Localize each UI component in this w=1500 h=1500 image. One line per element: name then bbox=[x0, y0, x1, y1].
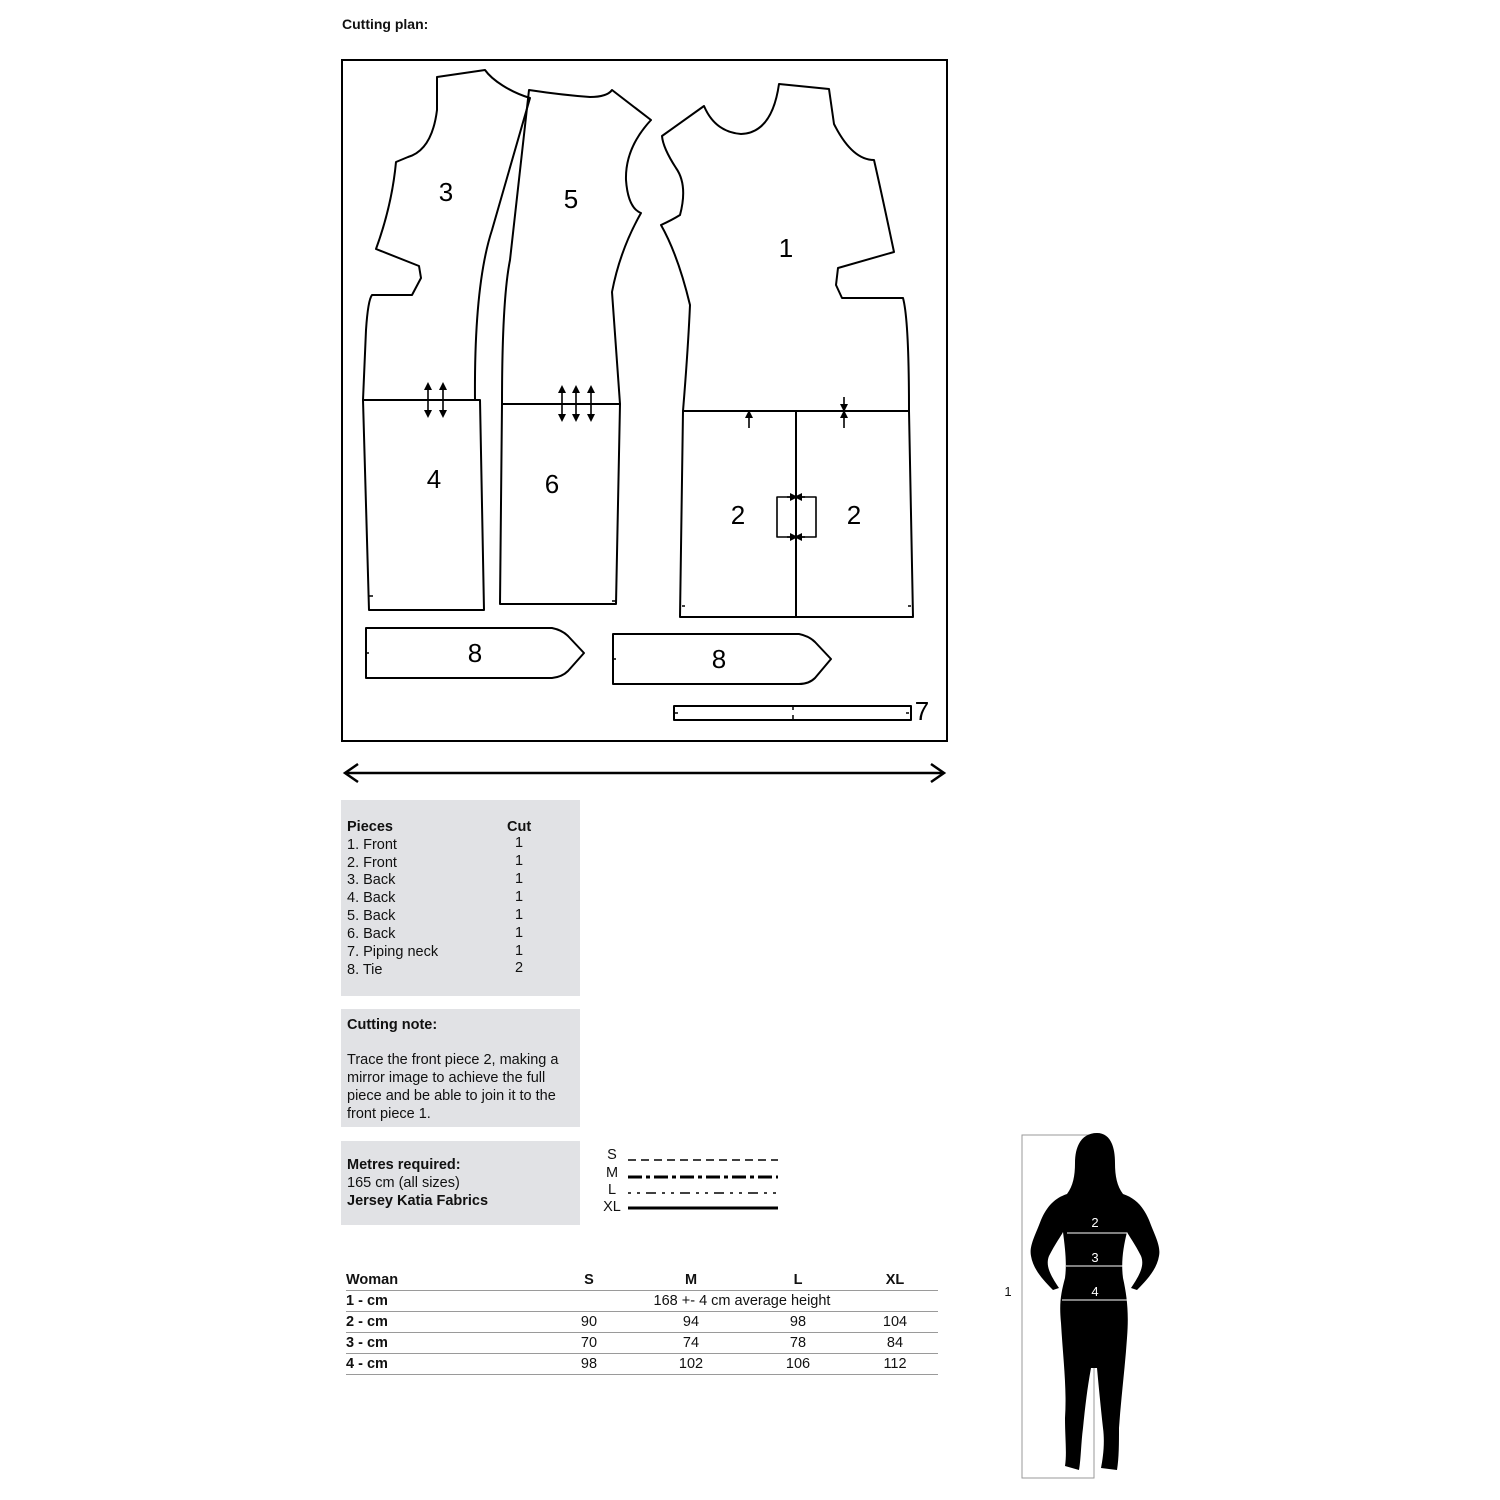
piece-number-6: 6 bbox=[544, 469, 560, 499]
piece-name: 4. Back bbox=[347, 890, 396, 906]
piece-row bbox=[347, 854, 580, 872]
table-row bbox=[346, 1291, 938, 1312]
piece-row bbox=[347, 943, 580, 961]
header-xl: XL bbox=[885, 1272, 905, 1288]
size-line-legend bbox=[620, 1150, 785, 1215]
piece-number-1: 1 bbox=[778, 233, 794, 263]
piece-cut: 1 bbox=[514, 889, 524, 905]
row-label: 4 - cm bbox=[346, 1356, 388, 1372]
piece-cut: 1 bbox=[514, 943, 524, 959]
cell: 112 bbox=[883, 1356, 907, 1372]
legend-label-xl: XL bbox=[603, 1199, 621, 1215]
piece-number-8a: 8 bbox=[467, 638, 483, 668]
legend-label-l: L bbox=[607, 1182, 617, 1198]
header-s: S bbox=[584, 1272, 594, 1288]
cell: 98 bbox=[789, 1314, 807, 1330]
figure-label-waist: 3 bbox=[1091, 1250, 1099, 1265]
cutting-note-heading: Cutting note: bbox=[347, 1017, 438, 1033]
figure-label-bust: 2 bbox=[1091, 1215, 1099, 1230]
piece-name: 1. Front bbox=[347, 837, 397, 853]
woman-silhouette-figure bbox=[1015, 1128, 1175, 1488]
cell: 78 bbox=[789, 1335, 807, 1351]
piece-name: 6. Back bbox=[347, 926, 396, 942]
piece-number-5: 5 bbox=[563, 184, 579, 214]
piece-name: 7. Piping neck bbox=[347, 944, 439, 960]
metres-required bbox=[341, 1141, 580, 1225]
piece-4-outline bbox=[363, 400, 484, 610]
piece-row bbox=[347, 907, 580, 925]
row-label: 1 - cm bbox=[346, 1293, 388, 1309]
cell: 90 bbox=[580, 1314, 598, 1330]
piece-cut: 2 bbox=[514, 960, 524, 976]
piece-name: 2. Front bbox=[347, 855, 397, 871]
piece-cut: 1 bbox=[514, 907, 524, 923]
legend-label-m: M bbox=[605, 1165, 619, 1181]
metres-amount: 165 cm (all sizes) bbox=[347, 1175, 460, 1191]
fabric-name: Jersey Katia Fabrics bbox=[347, 1193, 489, 1209]
fabric-width-arrow bbox=[345, 764, 944, 782]
page-title: Cutting plan: bbox=[342, 16, 429, 32]
piece-name: 8. Tie bbox=[347, 962, 383, 978]
row-label: 3 - cm bbox=[346, 1335, 388, 1351]
header-woman: Woman bbox=[346, 1272, 399, 1288]
piece-number-4: 4 bbox=[426, 464, 442, 494]
piece-3-outline bbox=[363, 70, 530, 400]
piece-number-8b: 8 bbox=[711, 644, 727, 674]
table-row bbox=[346, 1354, 938, 1375]
piece-row bbox=[347, 836, 580, 854]
piece-name: 3. Back bbox=[347, 872, 396, 888]
cutting-note bbox=[341, 1009, 580, 1127]
piece-row bbox=[347, 889, 580, 907]
figure-height-label: 1 bbox=[1004, 1284, 1012, 1299]
piece-cut: 1 bbox=[514, 835, 524, 851]
piece-cut: 1 bbox=[514, 925, 524, 941]
cell: 94 bbox=[682, 1314, 700, 1330]
legend-label-s: S bbox=[607, 1147, 617, 1163]
cell: 98 bbox=[580, 1356, 598, 1372]
cell: 84 bbox=[886, 1335, 904, 1351]
cell: 70 bbox=[580, 1335, 598, 1351]
piece-row bbox=[347, 961, 580, 979]
piece-number-2b: 2 bbox=[846, 500, 862, 530]
header-l: L bbox=[793, 1272, 803, 1288]
piece-number-7: 7 bbox=[914, 696, 930, 726]
cutting-note-text: Trace the front piece 2, making a mirror image to achieve the full piece and be able to join it to the front piece 1. bbox=[347, 1052, 559, 1122]
piece-name: 5. Back bbox=[347, 908, 396, 924]
cut-header: Cut bbox=[507, 819, 532, 835]
table-header bbox=[346, 1270, 938, 1291]
cell: 106 bbox=[785, 1356, 811, 1372]
pieces-table bbox=[341, 800, 580, 996]
row-label: 2 - cm bbox=[346, 1314, 388, 1330]
measurements-table bbox=[346, 1270, 938, 1375]
piece-row bbox=[347, 925, 580, 943]
table-row bbox=[346, 1312, 938, 1333]
cell: 104 bbox=[882, 1314, 908, 1330]
piece-cut: 1 bbox=[514, 853, 524, 869]
cell: 102 bbox=[678, 1356, 704, 1372]
piece-number-2a: 2 bbox=[730, 500, 746, 530]
piece-number-3: 3 bbox=[438, 177, 454, 207]
height-value: 168 +- 4 cm average height bbox=[653, 1293, 831, 1309]
figure-label-hip: 4 bbox=[1091, 1284, 1099, 1299]
piece-cut: 1 bbox=[514, 871, 524, 887]
piece-5-outline bbox=[502, 90, 651, 404]
pieces-header: Pieces bbox=[347, 819, 393, 835]
cell: 74 bbox=[682, 1335, 700, 1351]
piece-row bbox=[347, 871, 580, 889]
woman-silhouette-icon bbox=[1031, 1133, 1160, 1470]
metres-heading: Metres required: bbox=[347, 1157, 461, 1173]
header-m: M bbox=[684, 1272, 698, 1288]
table-row bbox=[346, 1333, 938, 1354]
piece-6-outline bbox=[500, 404, 620, 604]
